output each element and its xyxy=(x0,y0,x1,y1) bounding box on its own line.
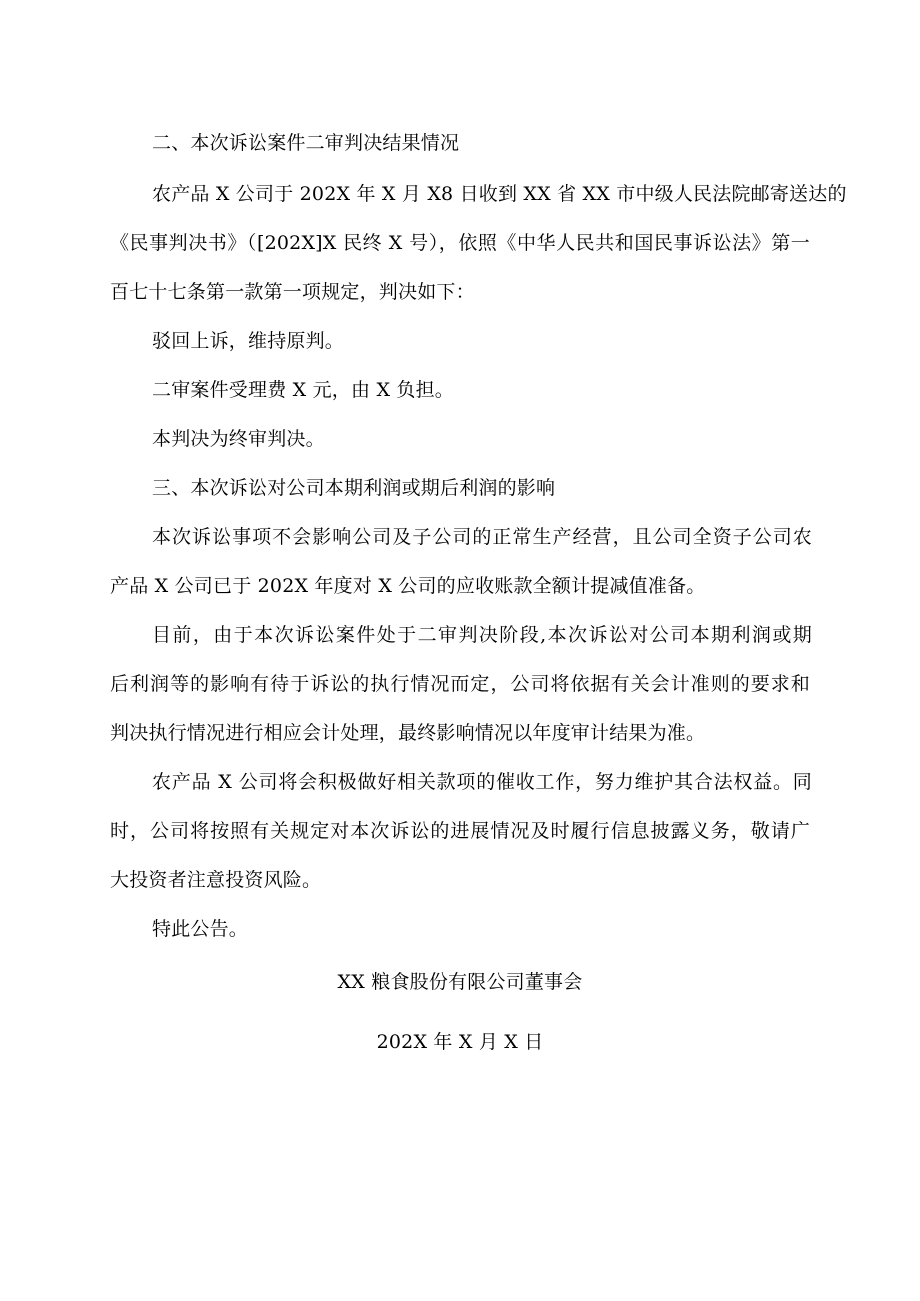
paragraph-line: 大投资者注意投资风险。 xyxy=(110,869,322,891)
paragraph: 二审案件受理费 X 元，由 X 负担。 xyxy=(152,379,455,401)
section-heading-2: 二、本次诉讼案件二审判决结果情况 xyxy=(152,132,460,154)
paragraph-line: 目前，由于本次诉讼案件处于二审判决阶段,本次诉讼对公司本期利润或期 xyxy=(152,624,812,646)
section-heading-3: 三、本次诉讼对公司本期利润或期后利润的影响 xyxy=(152,477,556,499)
signature-date: 202X 年 X 月 X 日 xyxy=(376,1031,544,1053)
paragraph-line: 后利润等的影响有待于诉讼的执行情况而定，公司将依据有关会计准则的要求和 xyxy=(110,673,810,695)
paragraph-line: 农产品 X 公司于 202X 年 X 月 X8 日收到 XX 省 XX 市中级人民法院邮寄送达的 xyxy=(152,183,847,205)
paragraph: 本判决为终审判决。 xyxy=(152,428,325,450)
paragraph-line: 百七十七条第一款第一项规定，判决如下： xyxy=(110,281,475,303)
signature-company: XX 粮食股份有限公司董事会 xyxy=(337,971,583,993)
closing-text: 特此公告。 xyxy=(152,918,249,940)
paragraph-line: 判决执行情况进行相应会计处理，最终影响情况以年度审计结果为准。 xyxy=(110,722,706,744)
paragraph-line: 本次诉讼事项不会影响公司及子公司的正常生产经营，且公司全资子公司农 xyxy=(152,526,812,548)
paragraph-line: 《民事判决书》（[202X]X 民终 X 号），依照《中华人民共和国民事诉讼法》第一 xyxy=(110,232,810,254)
paragraph-line: 农产品 X 公司将会积极做好相关款项的催收工作，努力维护其合法权益。同 xyxy=(152,771,812,793)
paragraph-line: 时，公司将按照有关规定对本次诉讼的进展情况及时履行信息披露义务，敬请广 xyxy=(110,820,810,842)
paragraph-line: 产品 X 公司已于 202X 年度对 X 公司的应收账款全额计提减值准备。 xyxy=(110,575,706,597)
paragraph: 驳回上诉，维持原判。 xyxy=(152,330,345,352)
